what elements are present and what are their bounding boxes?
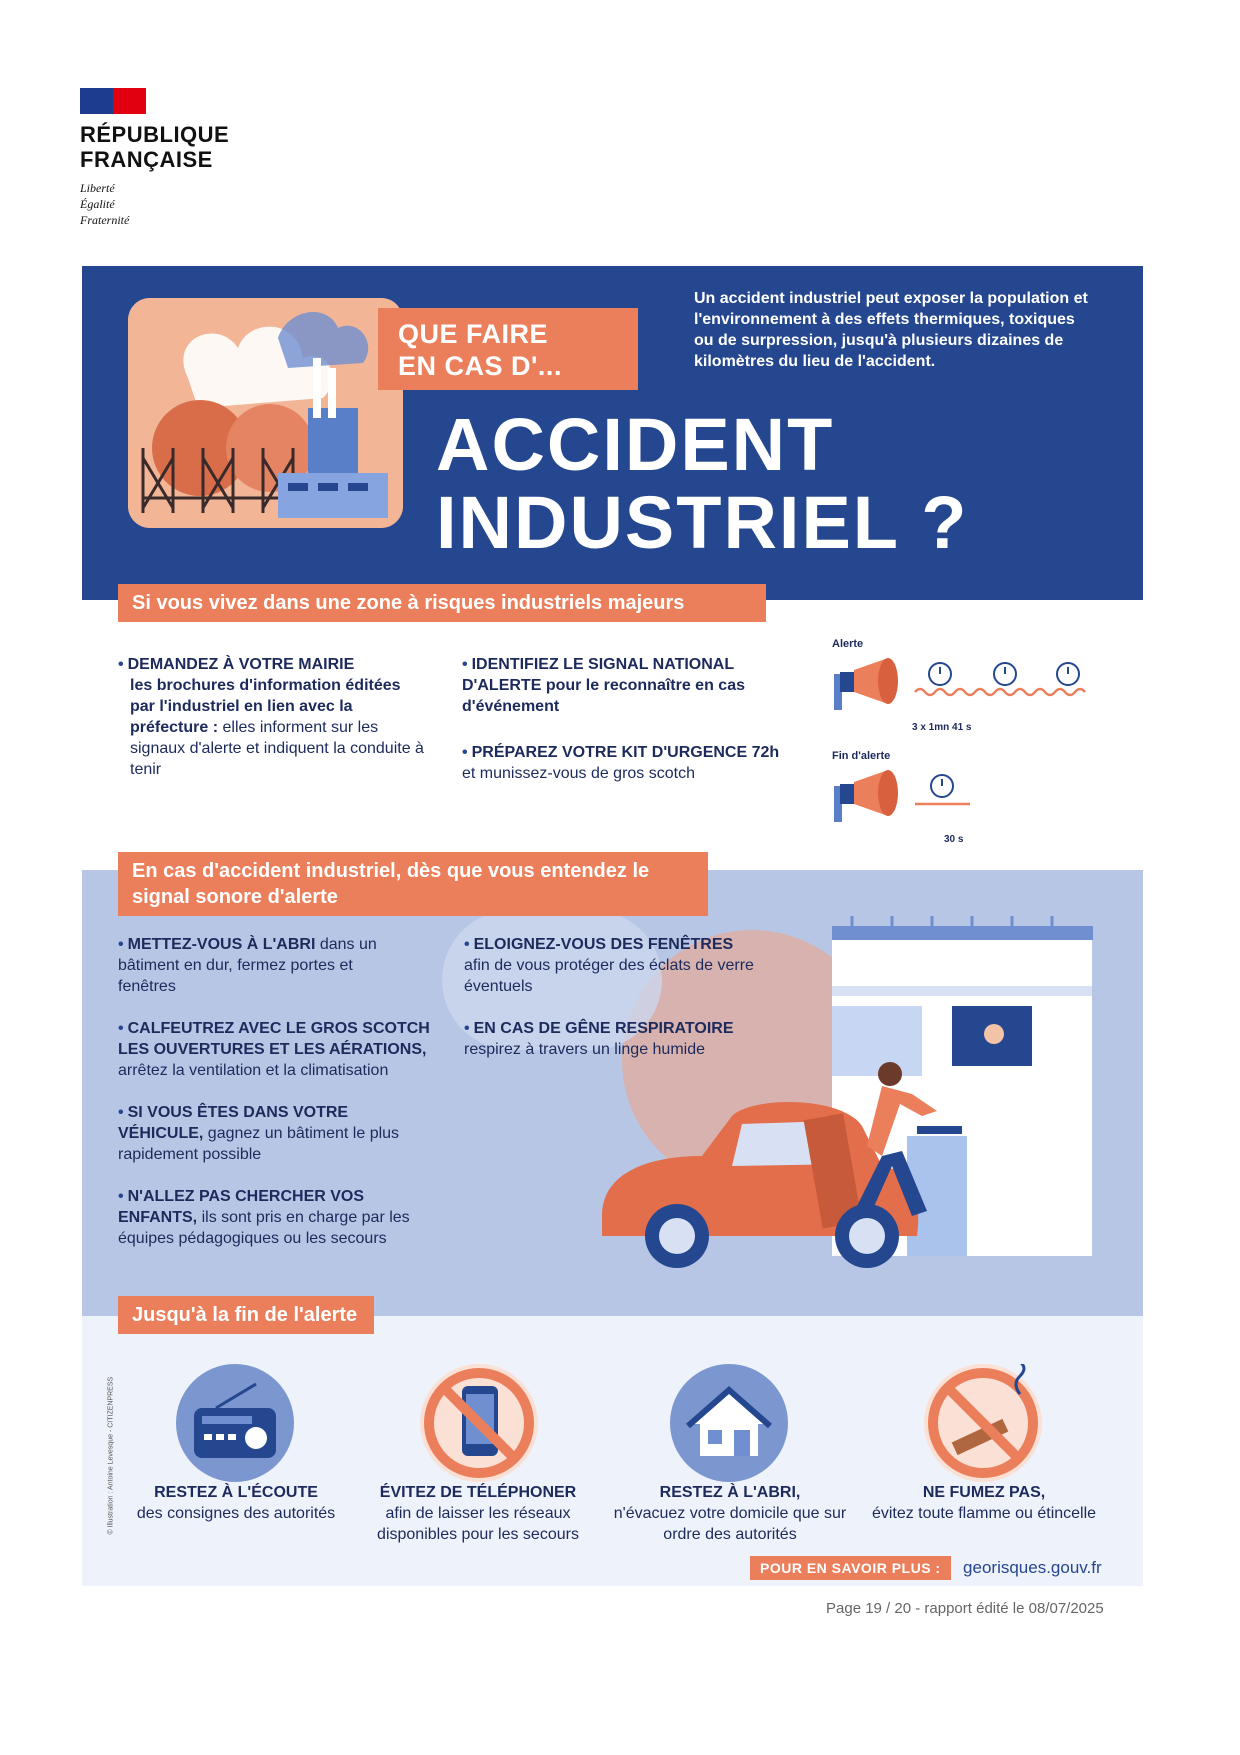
radio-icon <box>176 1364 294 1482</box>
tip-vehicule: • SI VOUS ÊTES DANS VOTRE VÉHICULE, gagnez un bâtiment le plus rapidement possible <box>118 1104 400 1163</box>
poster <box>82 266 1143 1586</box>
tip-fenetres-rest: afin de vous protéger des éclats de verre éventuels <box>464 957 754 995</box>
more-info <box>750 1556 1102 1582</box>
motto-liberte: Liberté <box>80 181 115 195</box>
tip-abri-rest: dans un bâtiment en dur, fermez portes et fenêtres <box>118 936 377 995</box>
end-alert-label: Fin d'alerte <box>832 750 891 762</box>
illustration-credit: © Illustration : Antoine Levesque - CITIZENPRESS <box>107 1376 115 1535</box>
caption-listen <box>116 1482 356 1524</box>
caption-smoke-title: NE FUMEZ PAS, <box>922 1484 1046 1501</box>
band-during-accident: En cas d'accident industriel, dès que vous entendez le signal sonore d'alerte <box>118 852 708 916</box>
tip-mairie-rest: elles informent sur les signaux d'alerte et indiquent la conduite à tenir <box>130 719 424 778</box>
marianne-flag-icon <box>80 88 146 114</box>
tip-vehicule-lead: SI VOUS ÊTES DANS VOTRE VÉHICULE, <box>118 1104 349 1142</box>
tip-vehicule-rest: gagnez un bâtiment le plus rapidement possible <box>118 1125 400 1163</box>
band-risk-zone: Si vous vivez dans une zone à risques industriels majeurs <box>118 584 766 622</box>
motto-egalite: Égalité <box>80 197 115 211</box>
tip-kit-lead: PRÉPAREZ VOTRE KIT D'URGENCE 72h <box>471 744 780 761</box>
tip-abri-lead: METTEZ-VOUS À L'ABRI <box>127 936 316 953</box>
tip-enfants-rest: ils sont pris en charge par les équipes pédagogiques ou les secours <box>118 1209 410 1247</box>
no-phone-circle <box>420 1364 538 1482</box>
tip-fenetres-lead: ELOIGNEZ-VOUS DES FENÊTRES <box>473 936 734 953</box>
caption-smoke-text: évitez toute flamme ou étincelle <box>871 1505 1097 1522</box>
band-until-end: Jusqu'à la fin de l'alerte <box>118 1296 374 1334</box>
tip-signal: • IDENTIFIEZ LE SIGNAL NATIONAL D'ALERTE pour le reconnaître en cas d'événement <box>462 656 745 715</box>
tip-respiratoire-lead: EN CAS DE GÊNE RESPIRATOIRE <box>473 1020 734 1037</box>
republic-name: RÉPUBLIQUE FRANÇAISE <box>80 122 230 172</box>
motto <box>80 180 280 228</box>
alert-label: Alerte <box>832 638 864 650</box>
no-phone-icon <box>420 1364 538 1482</box>
tip-respiratoire-rest: respirez à travers un linge humide <box>464 1041 706 1058</box>
no-smoking-icon <box>924 1364 1042 1482</box>
title-line-1: ACCIDENT <box>436 403 835 486</box>
factory-illustration <box>128 298 403 528</box>
house-circle <box>670 1364 788 1482</box>
tip-mairie-lead: DEMANDEZ À VOTRE MAIRIE <box>127 656 355 673</box>
tip-kit-rest: et munissez-vous de gros scotch <box>462 765 695 782</box>
tip-fenetres: • ELOIGNEZ-VOUS DES FENÊTRES afin de vous protéger des éclats de verre éventuels <box>464 936 754 995</box>
caption-phone-title: ÉVITEZ DE TÉLÉPHONER <box>379 1484 577 1501</box>
que-faire-tag <box>378 308 638 390</box>
caption-shelter <box>610 1482 850 1545</box>
caption-smoke <box>864 1482 1104 1524</box>
tip-mairie-bold: les brochures d'information éditées par l'industriel en lien avec la préfecture : <box>130 677 401 736</box>
end-alert-duration: 30 s <box>944 834 964 845</box>
end-alert-siren-graphic <box>830 762 980 832</box>
page-title <box>436 403 969 564</box>
tip-signal-lead: IDENTIFIEZ LE SIGNAL NATIONAL D'ALERTE <box>462 656 734 694</box>
caption-listen-text: des consignes des autorités <box>136 1505 336 1522</box>
caption-phone <box>358 1482 598 1545</box>
alert-duration: 3 x 1mn 41 s <box>912 722 972 733</box>
que-faire-text: QUE FAIRE EN CAS D'... <box>398 319 562 381</box>
more-info-label: POUR EN SAVOIR PLUS : <box>750 1556 951 1580</box>
republique-francaise-logo <box>80 88 280 228</box>
house-icon <box>670 1364 788 1482</box>
hero-banner <box>82 266 1143 600</box>
caption-listen-title: RESTEZ À L'ÉCOUTE <box>154 1484 318 1501</box>
tip-abri: • METTEZ-VOUS À L'ABRI dans un bâtiment en dur, fermez portes et fenêtres <box>118 936 377 995</box>
tip-calfeutrez-rest: arrêtez la ventilation et la climatisation <box>118 1062 389 1079</box>
tip-mairie: • DEMANDEZ À VOTRE MAIRIE les brochures d'information éditées par l'industriel en lien avec la préfecture : elles informent sur les signaux d'alerte et indiquent la conduite à tenir <box>118 656 424 778</box>
tip-enfants-lead: N'ALLEZ PAS CHERCHER VOS ENFANTS, <box>118 1188 365 1226</box>
no-smoking-circle <box>924 1364 1042 1482</box>
tip-calfeutrez: • CALFEUTREZ AVEC LE GROS SCOTCH LES OUVERTURES ET LES AÉRATIONS, arrêtez la ventilation et la climatisation <box>118 1020 430 1079</box>
tip-kit: • PRÉPAREZ VOTRE KIT D'URGENCE 72h et munissez-vous de gros scotch <box>462 744 780 782</box>
tip-signal-bold: pour le reconnaître en cas d'événement <box>462 677 745 715</box>
tip-enfants: • N'ALLEZ PAS CHERCHER VOS ENFANTS, ils sont pris en charge par les équipes pédagogiques ou les secours <box>118 1188 410 1247</box>
motto-fraternite: Fraternité <box>80 213 130 227</box>
title-line-2: INDUSTRIEL ? <box>436 481 969 564</box>
tip-calfeutrez-lead: CALFEUTREZ AVEC LE GROS SCOTCH LES OUVERTURES ET LES AÉRATIONS, <box>118 1020 430 1058</box>
car-building-illustration <box>582 916 1143 1296</box>
intro-text: Un accident industriel peut exposer la population et l'environnement à des effets thermiques, toxiques ou de surpression, jusqu'à plusieurs dizaines de kilomètres du lieu de l'accident. <box>694 290 1088 370</box>
caption-phone-text: afin de laisser les réseaux disponibles pour les secours <box>377 1505 579 1543</box>
georisques-link[interactable]: georisques.gouv.fr <box>963 1558 1102 1577</box>
alert-siren-graphic <box>830 650 1090 720</box>
radio-circle <box>176 1364 294 1482</box>
caption-shelter-text: n'évacuez votre domicile que sur ordre des autorités <box>613 1505 847 1543</box>
tip-respiratoire: • EN CAS DE GÊNE RESPIRATOIRE respirez à travers un linge humide <box>464 1020 734 1058</box>
page-footer: Page 19 / 20 - rapport édité le 08/07/2025 <box>826 1600 1104 1617</box>
caption-shelter-title: RESTEZ À L'ABRI, <box>659 1484 801 1501</box>
